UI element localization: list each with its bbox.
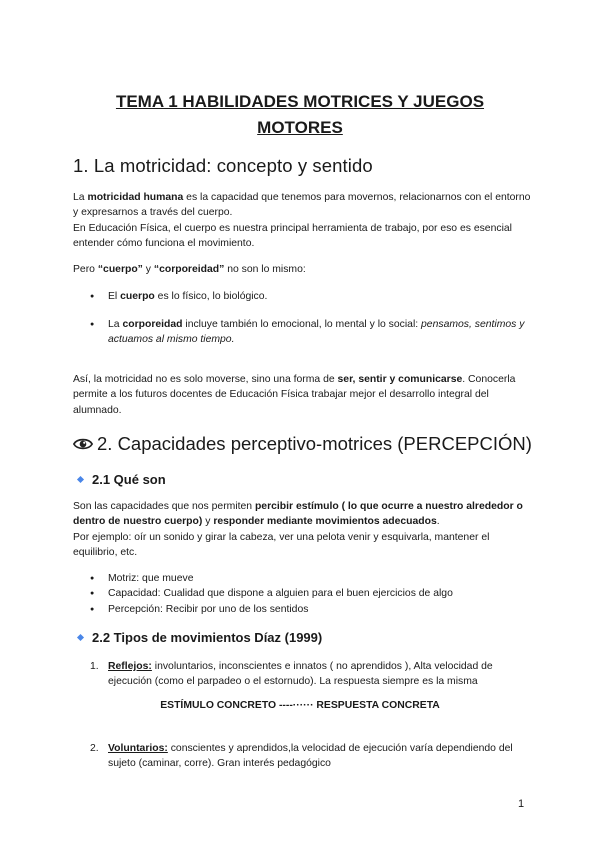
text-span: . Conocerla permite a los futuros docentes de Educación Física trabajar mejor el desarrollo integral del alumnado. bbox=[73, 374, 516, 416]
section-1-heading: 1. La motricidad: concepto y sentido bbox=[73, 155, 373, 176]
text-span: incluye también lo emocional, lo mental y lo social: bbox=[182, 319, 422, 330]
bold-term: percibir estímulo ( lo que ocurre a nuestro alrededor o dentro de nuestro cuerpo) bbox=[73, 501, 523, 528]
text-span: es la capacidad que tenemos para movernos, relacionarnos con el entorno y expresarnos a través del cuerpo. bbox=[73, 192, 531, 219]
text-span: y bbox=[142, 264, 154, 275]
title-line-2: MOTORES bbox=[257, 118, 343, 137]
section-2-heading-text: 2. Capacidades perceptivo-motrices (PERCEPCIÓN) bbox=[97, 433, 532, 454]
subsection-title: 2.2 Tipos de movimientos Díaz (1999) bbox=[92, 630, 323, 645]
text-span: En Educación Física, el cuerpo es nuestra principal herramienta de trabajo, por eso es esencial entender cómo funciona el movimiento. bbox=[73, 222, 512, 249]
list-item: ● Capacidad: Cualidad que dispone a alguien para el buen ejercicios de algo bbox=[90, 586, 535, 601]
text-span: y bbox=[202, 516, 214, 528]
text-span: Así, la motricidad no es solo moverse, sino una forma de bbox=[73, 374, 338, 385]
body-comparison-list bbox=[90, 289, 535, 304]
section-1-paragraph-2 bbox=[73, 262, 533, 277]
italic-text: pensamos, sentimos y actuamos al mismo tiempo. bbox=[108, 319, 525, 346]
diamond-bullet-icon bbox=[77, 476, 84, 483]
list-item: ● Percepción: Recibir por uno de los sentidos bbox=[90, 602, 535, 617]
list-item bbox=[90, 317, 535, 348]
bold-term: “cuerpo” bbox=[97, 264, 143, 275]
bold-term: motricidad humana bbox=[87, 192, 184, 203]
item-number: 2. bbox=[90, 743, 99, 754]
text-span: . bbox=[436, 516, 440, 528]
text-span: involuntarios, inconscientes e innatos ( no aprendidos ), Alta velocidad de ejecución (como el parpadeo o el estornudo). La respuesta siempre es la misma bbox=[108, 661, 493, 688]
text-span: La bbox=[108, 319, 123, 330]
item-number: 1. bbox=[90, 661, 99, 672]
bold-term: “corporeidad” bbox=[153, 264, 225, 275]
document-title bbox=[60, 89, 540, 141]
text-span: no son lo mismo: bbox=[224, 264, 306, 275]
text-span: Pero bbox=[73, 264, 98, 275]
subsection-title: 2.1 Qué son bbox=[92, 472, 166, 487]
section-1-paragraph-1 bbox=[73, 190, 533, 251]
definitions-list bbox=[90, 571, 535, 617]
stimulus-response-line: ESTÍMULO CONCRETO ----······ RESPUESTA CONCRETA bbox=[160, 700, 440, 711]
bold-term: corporeidad bbox=[122, 319, 183, 330]
text-span: conscientes y aprendidos,la velocidad de ejecución varía dependiendo del sujeto (caminar, corre). Gran interés pedagógico bbox=[108, 743, 513, 770]
eye-icon bbox=[73, 434, 93, 454]
text-span: Por ejemplo: oír un sonido y girar la cabeza, ver una pelota venir y esquivarla, mantener el equilibrio, etc. bbox=[73, 531, 490, 558]
body-comparison-list-2 bbox=[90, 317, 535, 348]
text-span: El bbox=[108, 291, 121, 302]
bold-term: cuerpo bbox=[120, 291, 155, 302]
subsection-2-2-heading bbox=[78, 630, 322, 645]
section-1-paragraph-3 bbox=[73, 372, 533, 418]
diamond-bullet-icon bbox=[77, 634, 84, 641]
bold-term: responder mediante movimientos adecuados bbox=[213, 516, 437, 528]
bold-term: ser, sentir y comunicarse bbox=[337, 374, 463, 385]
list-item bbox=[90, 289, 535, 304]
bold-term: Reflejos: bbox=[108, 661, 152, 672]
list-item: ● Motriz: que mueve bbox=[90, 571, 535, 586]
section-2-paragraph-1 bbox=[73, 499, 533, 560]
section-2-heading bbox=[73, 433, 532, 455]
movement-type-item-2 bbox=[90, 741, 535, 772]
text-span: Son las capacidades que nos permiten bbox=[73, 501, 255, 512]
title-line-1: TEMA 1 HABILIDADES MOTRICES Y JUEGOS bbox=[115, 92, 485, 111]
movement-type-item-1 bbox=[90, 659, 535, 690]
text-span: La bbox=[73, 192, 88, 203]
subsection-2-1-heading bbox=[78, 472, 166, 487]
page-number: 1 bbox=[518, 798, 525, 810]
text-span: es lo físico, lo biológico. bbox=[154, 291, 268, 302]
bold-term: Voluntarios: bbox=[108, 743, 168, 754]
